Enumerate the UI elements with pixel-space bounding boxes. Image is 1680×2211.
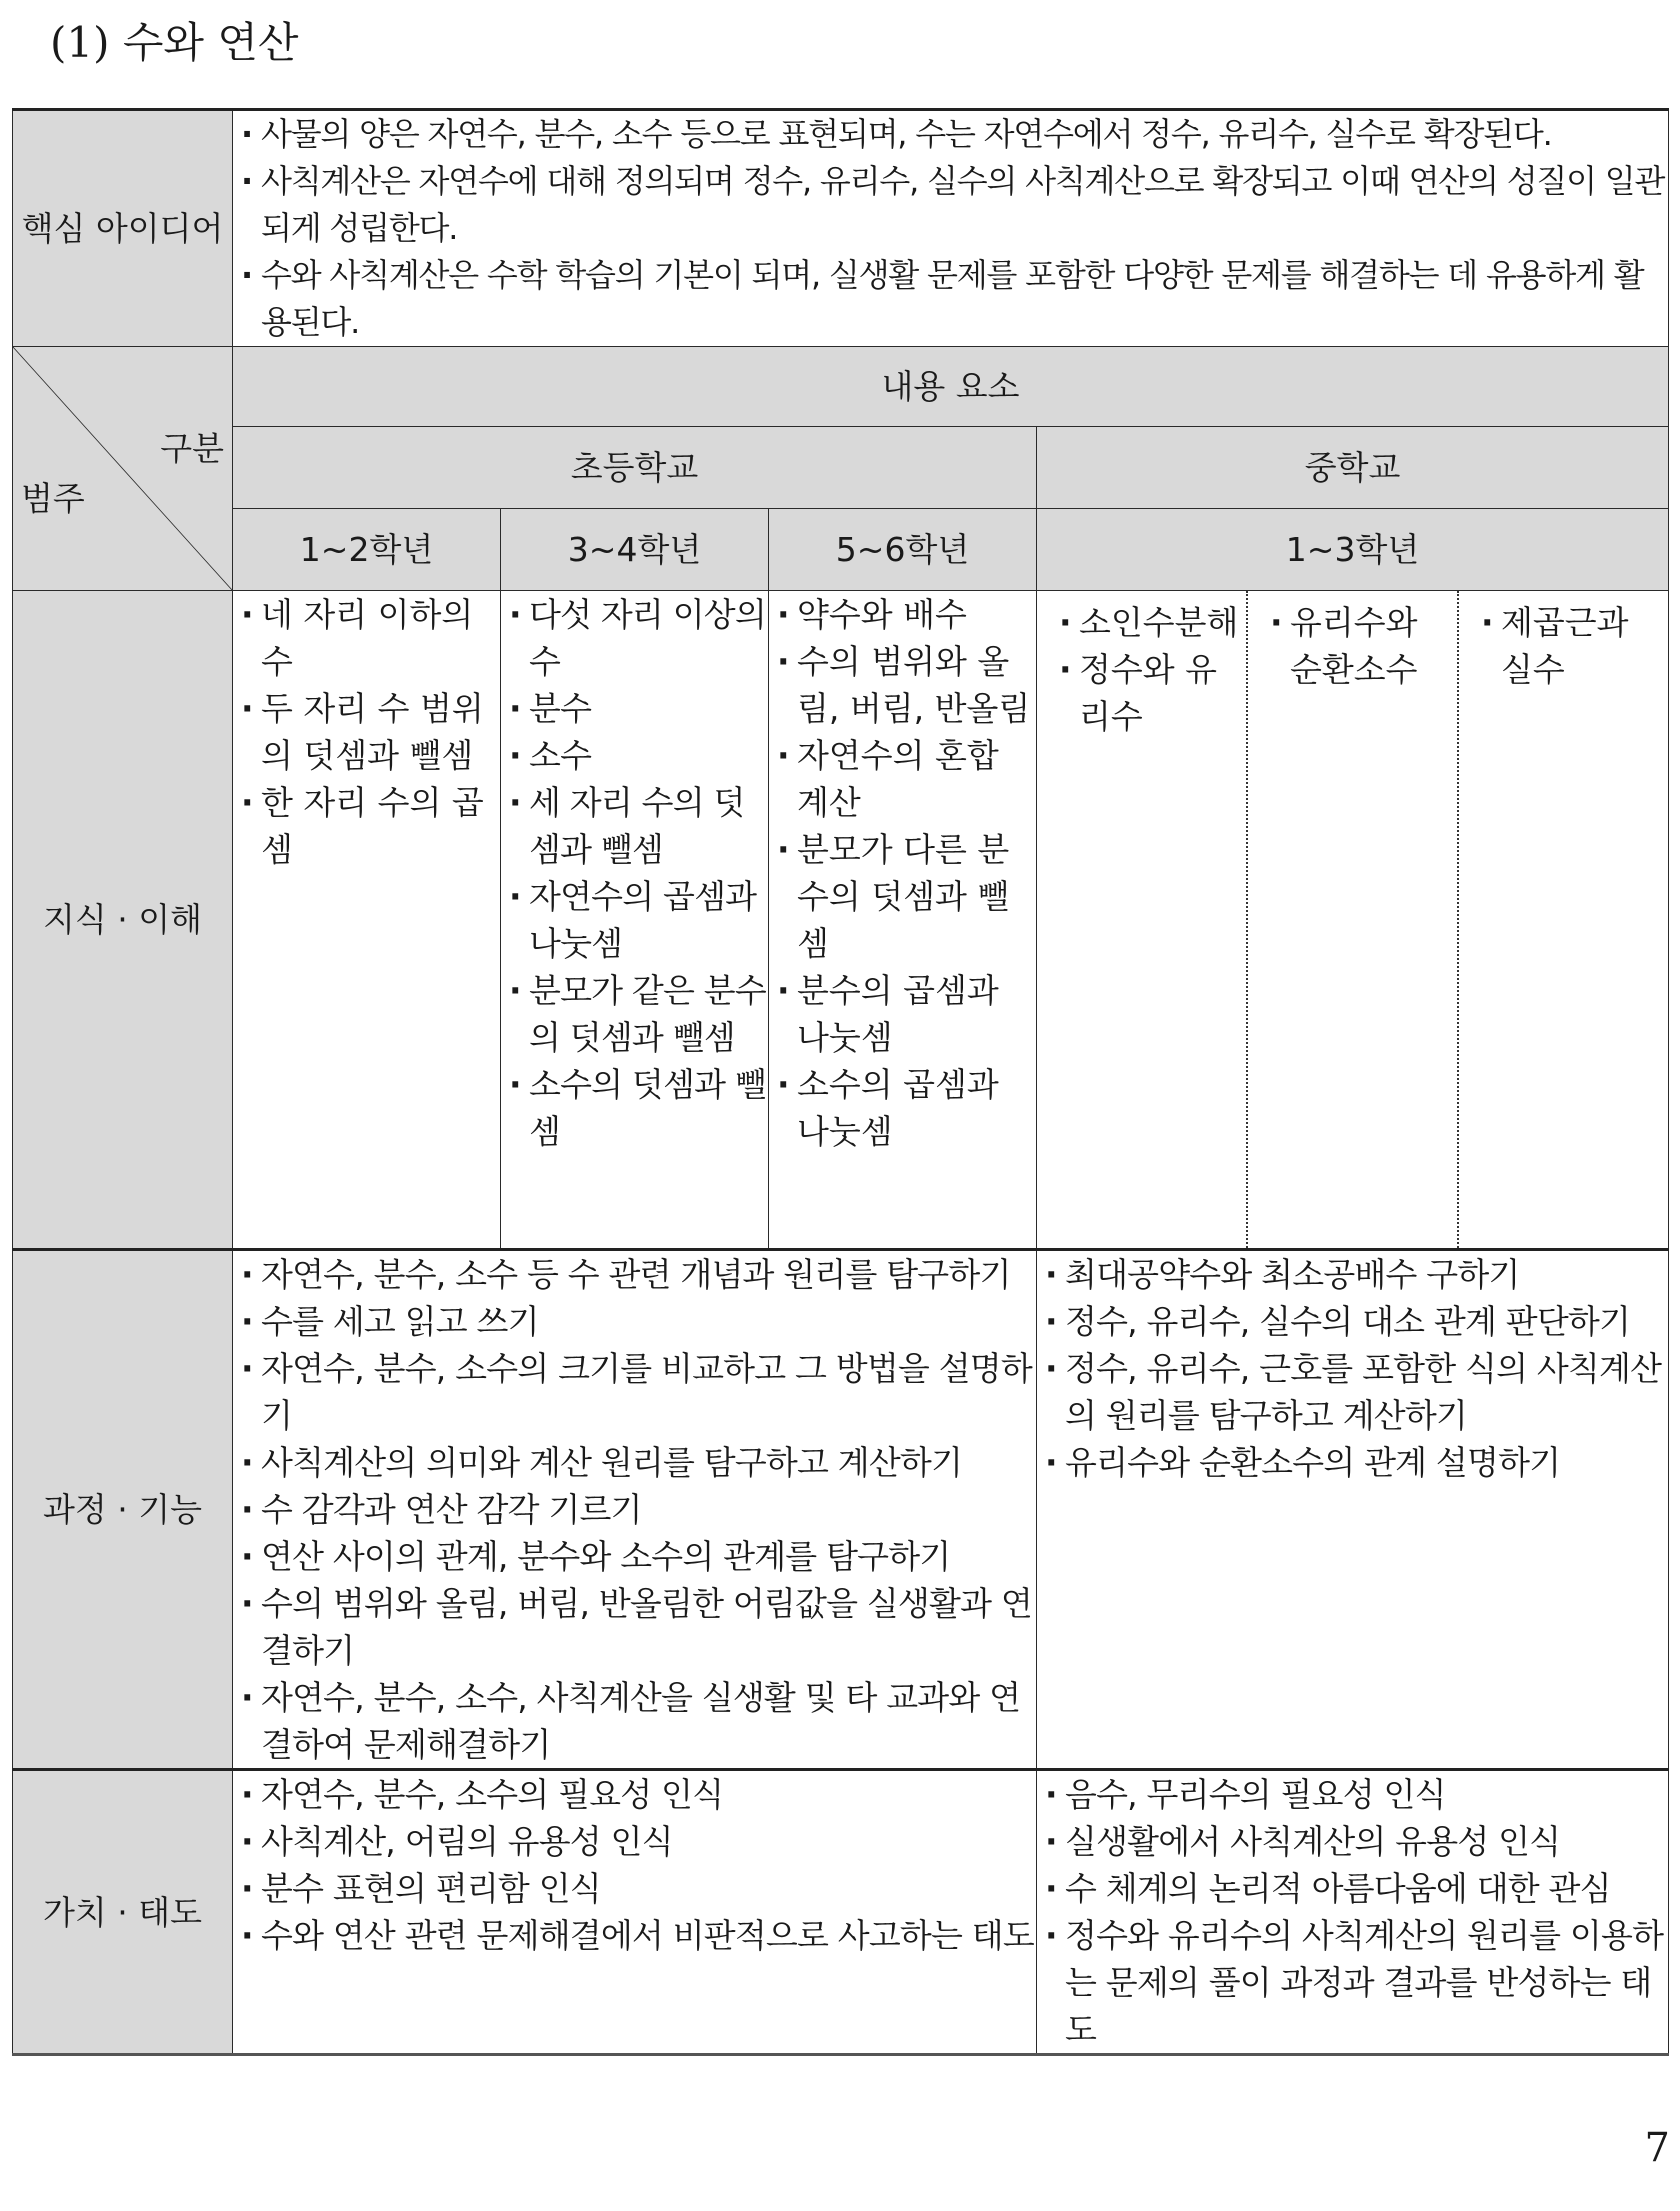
list-item: · 연산 사이의 관계, 분수와 소수의 관계를 탐구하기 — [233, 1533, 1036, 1580]
list-item: · 수 체계의 논리적 아름다움에 대한 관심 — [1037, 1865, 1668, 1912]
process-elementary — [233, 1250, 1037, 1770]
list-item: · 수의 범위와 올림, 버림, 반올림 — [769, 638, 1036, 732]
list-item: · 정수, 유리수, 실수의 대소 관계 판단하기 — [1037, 1298, 1668, 1345]
corner-label-domain: 범주 — [21, 479, 85, 518]
list-item: · 다섯 자리 이상의 수 — [501, 591, 768, 685]
knowledge-middle-school — [1037, 591, 1669, 1250]
values-middle-school — [1037, 1770, 1669, 2055]
process-middle-school — [1037, 1250, 1669, 1770]
list-item: · 소인수분해 — [1051, 599, 1240, 646]
list-item: · 네 자리 이하의 수 — [233, 591, 500, 685]
page-number: 7 — [1644, 2125, 1670, 2171]
list-item: · 사칙계산의 의미와 계산 원리를 탐구하고 계산하기 — [233, 1439, 1036, 1486]
curriculum-table — [12, 108, 1669, 2056]
header-corner — [13, 347, 233, 591]
list-item: · 정수와 유리수의 사칙계산의 원리를 이용하는 문제의 풀이 과정과 결과를 반성하는 태도 — [1037, 1912, 1668, 2053]
process-row — [13, 1250, 1669, 1770]
middle-grade-1-3-header: 1~3학년 — [1037, 509, 1669, 591]
list-item: · 유리수와 순환소수의 관계 설명하기 — [1037, 1439, 1668, 1486]
core-idea-row — [13, 110, 1669, 347]
list-item: · 자연수, 분수, 소수의 필요성 인식 — [233, 1771, 1036, 1818]
knowledge-row — [13, 591, 1669, 1250]
list-item: · 제곱근과 실수 — [1473, 599, 1662, 693]
list-item: · 정수, 유리수, 근호를 포함한 식의 사칙계산의 원리를 탐구하고 계산하기 — [1037, 1345, 1668, 1439]
process-label: 과정 · 기능 — [13, 1250, 233, 1770]
list-item: · 수를 세고 읽고 쓰기 — [233, 1298, 1036, 1345]
list-item: · 자연수, 분수, 소수의 크기를 비교하고 그 방법을 설명하기 — [233, 1345, 1036, 1439]
list-item: · 수와 연산 관련 문제해결에서 비판적으로 사고하는 태도 — [233, 1912, 1036, 1959]
header-row-1 — [13, 347, 1669, 427]
header-row-2 — [13, 427, 1669, 509]
list-item: · 자연수의 곱셈과 나눗셈 — [501, 873, 768, 967]
core-idea-content — [233, 110, 1669, 347]
grade-1-2-header: 1~2학년 — [233, 509, 501, 591]
list-item: · 정수와 유리수 — [1051, 646, 1240, 740]
list-item: · 수 감각과 연산 감각 기르기 — [233, 1486, 1036, 1533]
list-item: · 소수 — [501, 732, 768, 779]
knowledge-grade-1-2 — [233, 591, 501, 1250]
list-item: · 소수의 덧셈과 뺄셈 — [501, 1061, 768, 1155]
list-item: · 자연수의 혼합 계산 — [769, 732, 1036, 826]
list-item: · 자연수, 분수, 소수, 사칙계산을 실생활 및 타 교과와 연결하여 문제해결하기 — [233, 1674, 1036, 1768]
values-label: 가치 · 태도 — [13, 1770, 233, 2055]
values-row — [13, 1770, 1669, 2055]
grade-3-4-header: 3~4학년 — [501, 509, 769, 591]
content-elements-header: 내용 요소 — [233, 347, 1669, 427]
knowledge-middle-col-3 — [1457, 591, 1668, 1248]
list-item: · 분모가 다른 분수의 덧셈과 뺄셈 — [769, 826, 1036, 967]
core-idea-list — [233, 111, 1668, 346]
middle-school-header: 중학교 — [1037, 427, 1669, 509]
list-item: · 사칙계산은 자연수에 대해 정의되며 정수, 유리수, 실수의 사칙계산으로 확장되고 이때 연산의 성질이 일관되게 성립한다. — [233, 158, 1668, 252]
list-item: · 실생활에서 사칙계산의 유용성 인식 — [1037, 1818, 1668, 1865]
list-item: · 자연수, 분수, 소수 등 수 관련 개념과 원리를 탐구하기 — [233, 1251, 1036, 1298]
list-item: · 두 자리 수 범위의 덧셈과 뺄셈 — [233, 685, 500, 779]
knowledge-middle-col-2 — [1246, 591, 1457, 1248]
knowledge-middle-col-1 — [1037, 591, 1246, 1248]
list-item: · 유리수와 순환소수 — [1262, 599, 1451, 693]
list-item: · 수의 범위와 올림, 버림, 반올림한 어림값을 실생활과 연결하기 — [233, 1580, 1036, 1674]
core-idea-label: 핵심 아이디어 — [13, 110, 233, 347]
list-item: · 분수 표현의 편리함 인식 — [233, 1865, 1036, 1912]
list-item: · 소수의 곱셈과 나눗셈 — [769, 1061, 1036, 1155]
list-item: · 사물의 양은 자연수, 분수, 소수 등으로 표현되며, 수는 자연수에서 정수, 유리수, 실수로 확장된다. — [233, 111, 1668, 158]
page-title: (1) 수와 연산 — [50, 18, 299, 67]
list-item: · 분수의 곱셈과 나눗셈 — [769, 967, 1036, 1061]
list-item: · 수와 사칙계산은 수학 학습의 기본이 되며, 실생활 문제를 포함한 다양한 문제를 해결하는 데 유용하게 활용된다. — [233, 252, 1668, 346]
knowledge-label: 지식 · 이해 — [13, 591, 233, 1250]
list-item: · 분수 — [501, 685, 768, 732]
corner-label-category-type: 구분 — [160, 429, 224, 468]
list-item: · 사칙계산, 어림의 유용성 인식 — [233, 1818, 1036, 1865]
list-item: · 음수, 무리수의 필요성 인식 — [1037, 1771, 1668, 1818]
knowledge-grade-3-4 — [501, 591, 769, 1250]
knowledge-grade-5-6 — [769, 591, 1037, 1250]
values-elementary — [233, 1770, 1037, 2055]
list-item: · 최대공약수와 최소공배수 구하기 — [1037, 1251, 1668, 1298]
list-item: · 한 자리 수의 곱셈 — [233, 779, 500, 873]
list-item: · 세 자리 수의 덧셈과 뺄셈 — [501, 779, 768, 873]
grade-5-6-header: 5~6학년 — [769, 509, 1037, 591]
header-row-3 — [13, 509, 1669, 591]
list-item: · 분모가 같은 분수의 덧셈과 뺄셈 — [501, 967, 768, 1061]
list-item: · 약수와 배수 — [769, 591, 1036, 638]
elementary-header: 초등학교 — [233, 427, 1037, 509]
